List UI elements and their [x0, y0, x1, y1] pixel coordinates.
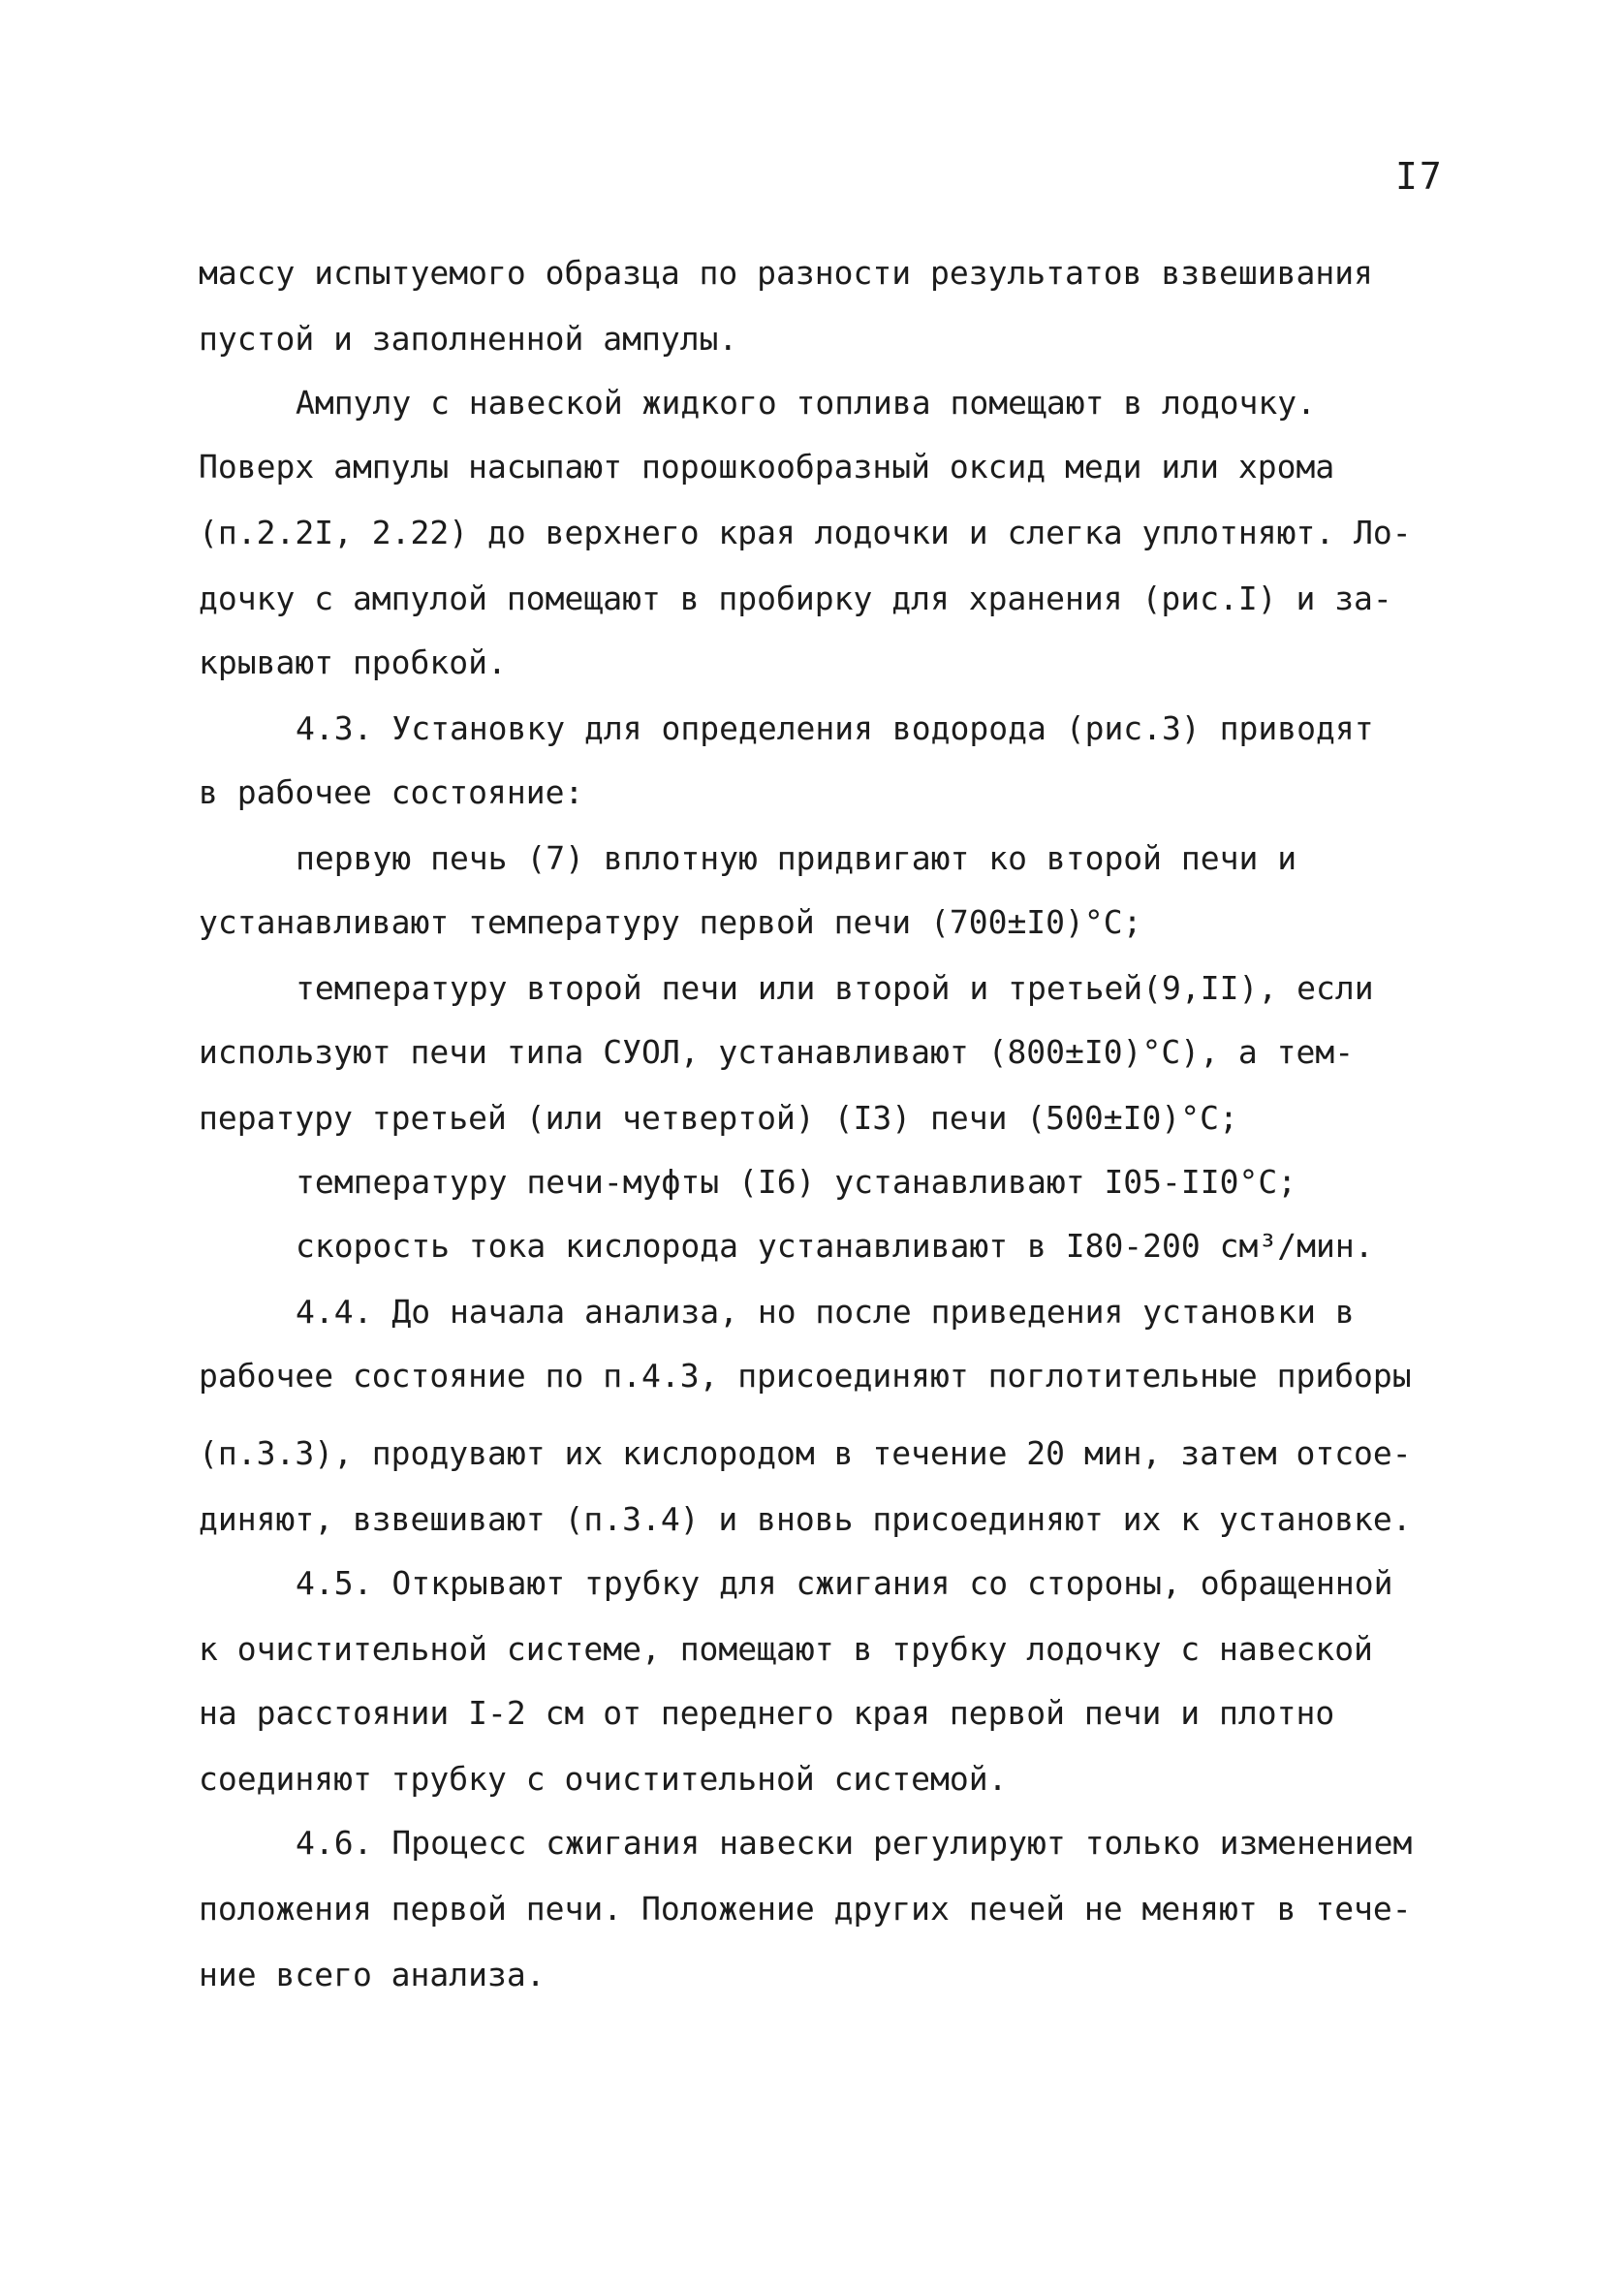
- text-line: в рабочее состояние:: [199, 773, 584, 811]
- text-line: пературу третьей (или четвертой) (I3) печи (500±I0)°C;: [199, 1099, 1238, 1137]
- text-line: дочку с ампулой помещают в пробирку для хранения (рис.I) и за-: [199, 580, 1392, 617]
- text-line: крывают пробкой.: [199, 643, 507, 681]
- text-line: соединяют трубку с очистительной системой.: [199, 1760, 1008, 1798]
- text-line: массу испытуемого образца по разности результатов взвешивания: [199, 254, 1373, 292]
- text-line: диняют, взвешивают (п.3.4) и вновь присоединяют их к установке.: [199, 1500, 1412, 1538]
- text-line: Ампулу с навеской жидкого топлива помещают в лодочку.: [296, 384, 1316, 422]
- text-line: 4.3. Установку для определения водорода (рис.3) приводят: [296, 709, 1374, 747]
- text-line: к очистительной системе, помещают в трубку лодочку с навеской: [199, 1630, 1373, 1668]
- text-line: 4.4. До начала анализа, но после приведения установки в: [296, 1293, 1355, 1331]
- text-line: температуру второй печи или второй и третьей(9,II), если: [296, 969, 1374, 1007]
- text-line: используют печи типа СУОЛ, устанавливают (800±I0)°C), а тем-: [199, 1033, 1355, 1071]
- text-line: 4.5. Открывают трубку для сжигания со стороны, обращенной: [296, 1564, 1393, 1602]
- page-number: I7: [1395, 155, 1444, 198]
- text-line: ние всего анализа.: [199, 1956, 546, 1993]
- text-line: скорость тока кислорода устанавливают в I80-200 см³/мин.: [296, 1227, 1374, 1265]
- text-line: положения первой печи. Положение других печей не меняют в тече-: [199, 1890, 1412, 1928]
- text-line: пустой и заполненной ампулы.: [199, 320, 738, 358]
- text-line: 4.6. Процесс сжигания навески регулируют только изменением: [296, 1824, 1413, 1862]
- text-line: первую печь (7) вплотную придвигают ко второй печи и: [296, 839, 1297, 877]
- text-line: рабочее состояние по п.4.3, присоединяют поглотительные приборы: [199, 1357, 1412, 1395]
- text-line: устанавливают температуру первой печи (700±I0)°C;: [199, 903, 1142, 941]
- text-line: (п.2.2I, 2.22) до верхнего края лодочки и слегка уплотняют. Ло-: [199, 514, 1412, 551]
- text-line: (п.3.3), продувают их кислородом в течение 20 мин, затем отсое-: [199, 1434, 1412, 1472]
- text-line: на расстоянии I-2 см от переднего края первой печи и плотно: [199, 1694, 1335, 1732]
- text-line: температуру печи-муфты (I6) устанавливают I05-II0°C;: [296, 1163, 1297, 1201]
- text-line: Поверх ампулы насыпают порошкообразный оксид меди или хрома: [199, 448, 1335, 486]
